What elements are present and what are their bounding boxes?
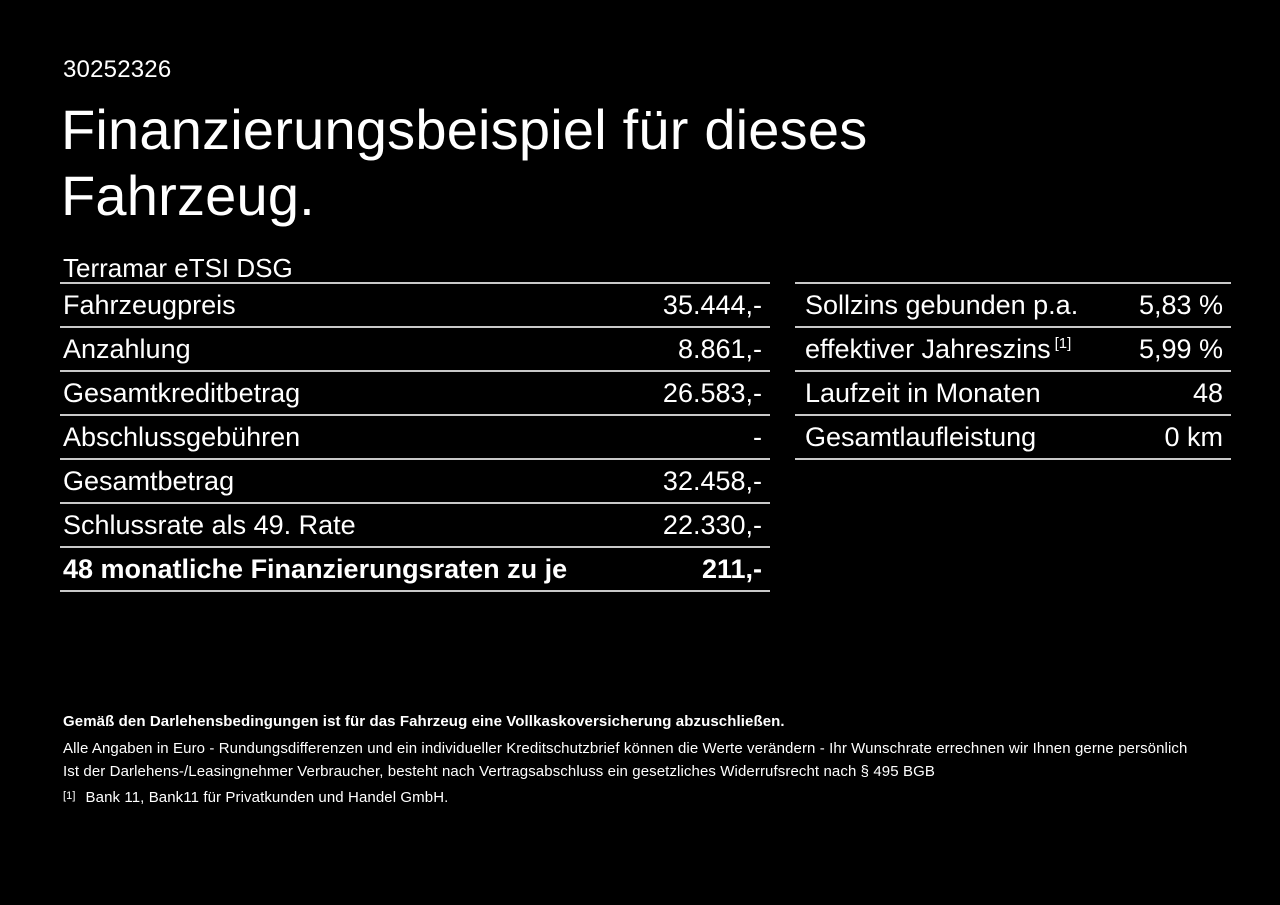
row-value: 22.330,-: [662, 509, 762, 540]
row-value: 5,99 %: [1138, 333, 1223, 364]
row-value: 32.458,-: [662, 465, 762, 496]
table-row: [795, 328, 1231, 372]
table-row: [60, 460, 770, 504]
footnote: [63, 789, 448, 806]
footnote-text: Bank 11, Bank11 für Privatkunden und Handel GmbH.: [85, 789, 449, 806]
row-label: Fahrzeugpreis: [63, 289, 236, 320]
vehicle-model: Terramar eTSI DSG: [63, 253, 293, 283]
table-row: [60, 372, 770, 416]
row-value: 211,-: [701, 553, 762, 584]
document-id: 30252326: [63, 56, 172, 83]
row-label: effektiver Jahreszins [1]: [805, 333, 1072, 364]
row-label: Abschlussgebühren: [63, 421, 301, 452]
table-row: [60, 504, 770, 548]
table-row: [795, 416, 1231, 460]
row-label: Gesamtkreditbetrag: [63, 377, 301, 408]
page-title: Finanzierungsbeispiel für dieses Fahrzeug.: [61, 98, 868, 227]
footnote-ref-marker: [1]: [1054, 334, 1072, 352]
row-label: Gesamtlaufleistung: [805, 421, 1037, 452]
row-label: Anzahlung: [63, 333, 191, 364]
row-label: Laufzeit in Monaten: [805, 377, 1041, 408]
table-row: [60, 416, 770, 460]
row-value: -: [753, 421, 762, 452]
row-value: 8.861,-: [677, 333, 762, 364]
table-row: [795, 372, 1231, 416]
insurance-note: Gemäß den Darlehensbedingungen ist für das Fahrzeug eine Vollkaskoversicherung abzuschließen.: [63, 713, 785, 730]
table-row-monthly-rate: [60, 548, 770, 592]
row-value: 35.444,-: [662, 289, 762, 320]
conditions-table: [795, 282, 1231, 460]
table-row: [795, 284, 1231, 328]
row-label: Schlussrate als 49. Rate: [63, 509, 356, 540]
row-value: 0 km: [1164, 421, 1223, 452]
row-value: 5,83 %: [1138, 289, 1223, 320]
table-row: [60, 328, 770, 372]
footnote-marker: [1]: [63, 790, 76, 802]
table-row: [60, 284, 770, 328]
row-label: 48 monatliche Finanzierungsraten zu je: [63, 553, 568, 584]
row-label: Gesamtbetrag: [63, 465, 235, 496]
disclaimer-line: Alle Angaben in Euro - Rundungsdifferenzen und ein individueller Kreditschutzbrief können die Werte verändern - Ihr Wunschrate errechnen wir Ihnen gerne persönlich: [63, 740, 1188, 757]
row-value: 26.583,-: [662, 377, 762, 408]
row-label: Sollzins gebunden p.a.: [805, 289, 1079, 320]
disclaimer-line: Ist der Darlehens-/Leasingnehmer Verbraucher, besteht nach Vertragsabschluss ein gesetzliches Widerrufsrecht nach § 495 BGB: [63, 763, 935, 780]
row-value: 48: [1192, 377, 1223, 408]
finance-table: [60, 282, 770, 592]
